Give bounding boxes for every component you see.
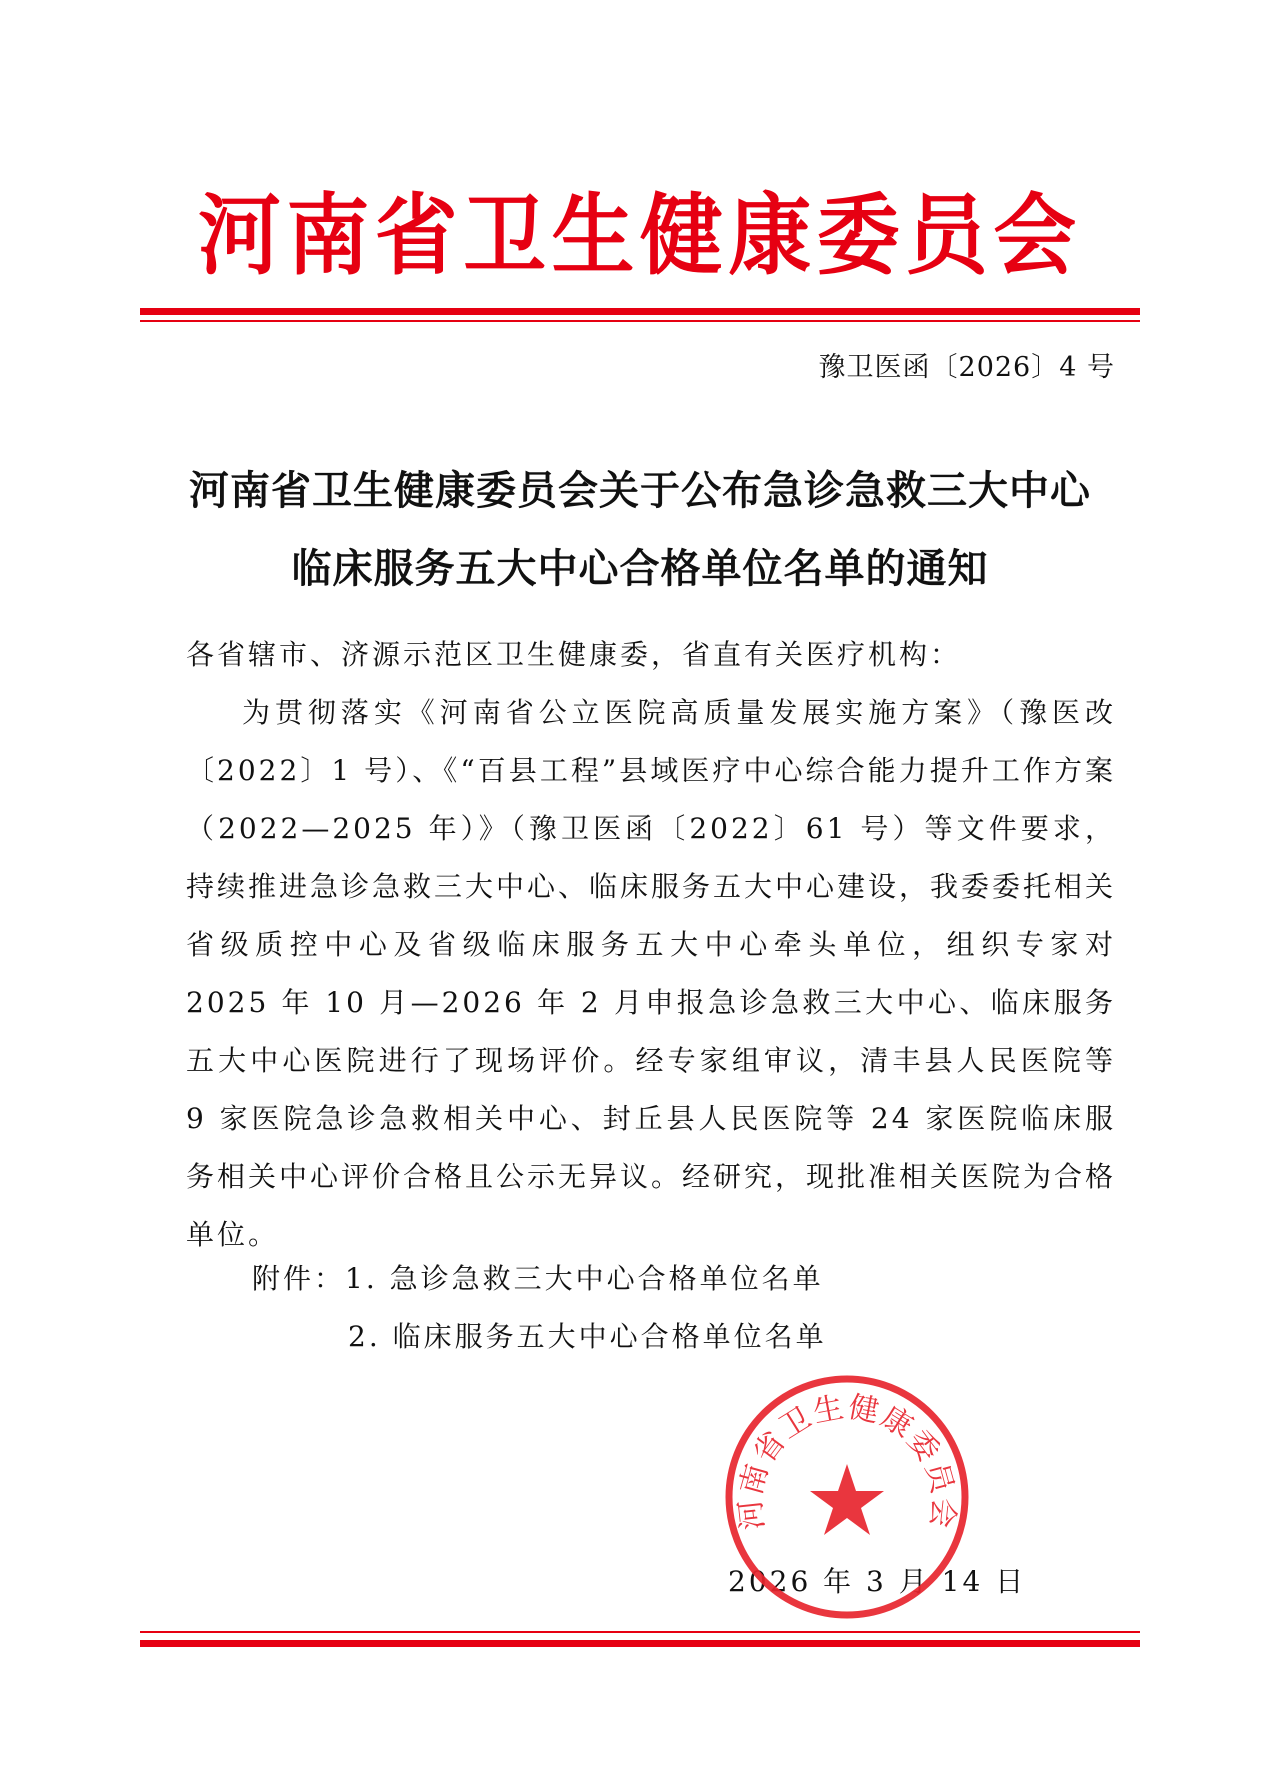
attachment-item-2-text: 2. 临床服务五大中心合格单位名单 bbox=[348, 1320, 827, 1353]
document-number: 豫卫医函〔2026〕4 号 bbox=[818, 352, 1115, 383]
footer-rule-thin bbox=[140, 1631, 1140, 1633]
header-rule-thin bbox=[140, 320, 1140, 322]
star-icon bbox=[810, 1464, 884, 1535]
salutation: 各省辖市、济源示范区卫生健康委，省直有关医疗机构： bbox=[186, 638, 962, 671]
title-line-2: 临床服务五大中心合格单位名单的通知 bbox=[291, 546, 989, 592]
header-rule-thick bbox=[140, 308, 1140, 315]
attachment-item-1-text: 1. 急诊急救三大中心合格单位名单 bbox=[345, 1262, 824, 1295]
signature-date: 2026 年 3 月 14 日 bbox=[728, 1565, 1027, 1598]
document-body bbox=[186, 626, 1116, 1264]
attachment-item-1 bbox=[252, 1250, 827, 1308]
official-seal bbox=[722, 1372, 972, 1622]
masthead-organization: 河南省卫生健康委员会 bbox=[198, 183, 1082, 287]
title-line-1: 河南省卫生健康委员会关于公布急诊急救三大中心 bbox=[189, 468, 1091, 514]
attachments-label: 附件： bbox=[252, 1262, 346, 1295]
attachments bbox=[252, 1250, 827, 1366]
document-title bbox=[140, 452, 1140, 608]
attachment-item-2 bbox=[252, 1308, 827, 1366]
body-paragraph: 为贯彻落实《河南省公立医院高质量发展实施方案》（豫医改〔2022〕1 号）、《“百县工程”县域医疗中心综合能力提升工作方案（2022—2025 年）》（豫卫医函〔2022〕61 号）等文件要求，持续推进急诊急救三大中心、临床服务五大中心建设，我委委托相关省级质控中心及省级临床服务五大中心牵头单位，组织专家对 2025 年 10 月—2026 年 2 月申报急诊急救三大中心、临床服务五大中心医院进行了现场评价。经专家组审议，清丰县人民医院等 9 家医院急诊急救相关中心、封丘县人民医院等 24 家医院临床服务相关中心评价合格且公示无异议。经研究，现批准相关医院为合格单位。 bbox=[186, 696, 1117, 1251]
seal-text: 河南省卫生健康委员会 bbox=[732, 1389, 962, 1532]
footer-rule-thick bbox=[140, 1640, 1140, 1647]
